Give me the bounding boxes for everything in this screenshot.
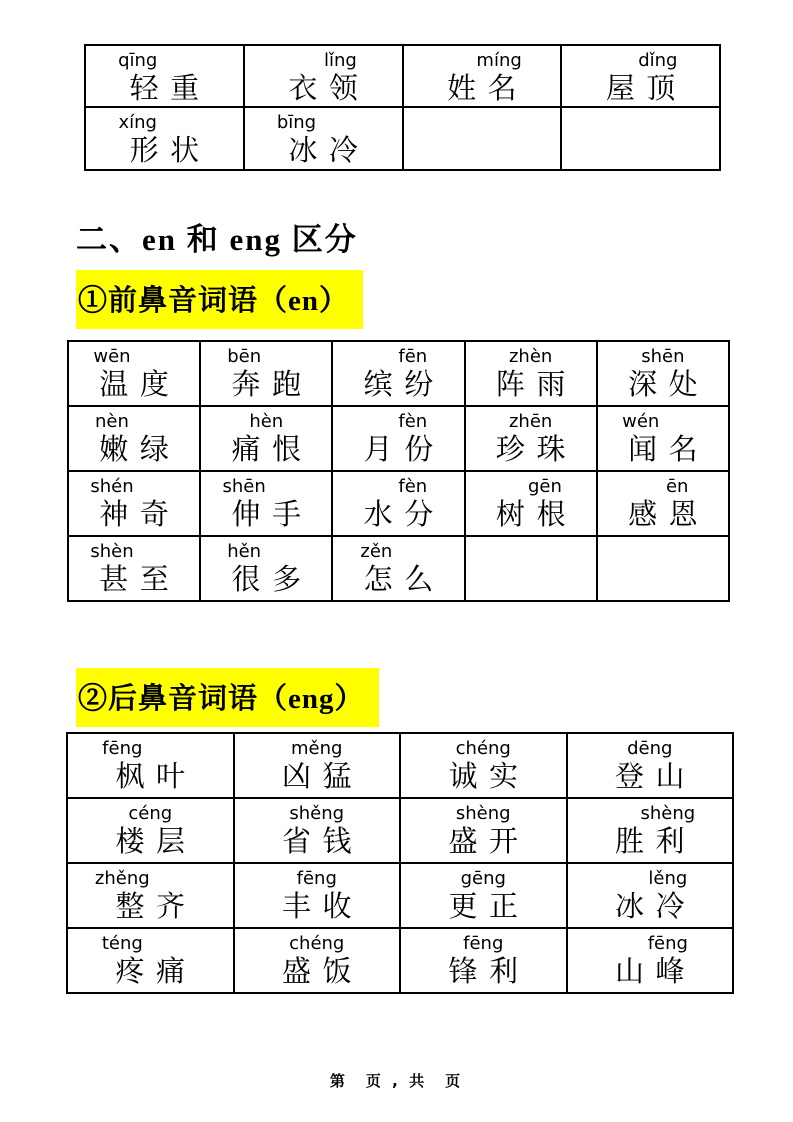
pinyin-label: zěn bbox=[360, 541, 393, 562]
word-text: 嫩绿 bbox=[99, 433, 181, 466]
subheading-eng-words: ②后鼻音词语（eng） bbox=[76, 668, 379, 727]
word-cell bbox=[200, 341, 332, 406]
word-cell bbox=[561, 45, 720, 107]
word-cell bbox=[68, 406, 200, 471]
word-cell bbox=[244, 45, 403, 107]
word-cell bbox=[332, 406, 464, 471]
word-cell bbox=[200, 406, 332, 471]
pinyin-label: téng bbox=[101, 933, 143, 954]
word-cell bbox=[68, 471, 200, 536]
word-cell bbox=[400, 863, 567, 928]
word-cell bbox=[85, 107, 244, 169]
word-cell bbox=[400, 733, 567, 798]
pinyin-label: bēn bbox=[227, 346, 262, 367]
word-cell bbox=[67, 798, 234, 863]
word-text: 楼层 bbox=[115, 825, 197, 858]
word-text: 树根 bbox=[495, 498, 578, 531]
pinyin-label: gēng bbox=[460, 868, 506, 889]
table-row bbox=[67, 928, 733, 993]
pinyin-label: fēng bbox=[463, 933, 504, 954]
word-cell bbox=[567, 798, 734, 863]
word-cell bbox=[67, 928, 234, 993]
word-cell bbox=[244, 107, 403, 169]
pinyin-label: fēng bbox=[647, 933, 688, 954]
pinyin-label: shěng bbox=[289, 803, 345, 824]
pinyin-label: shēn bbox=[641, 346, 685, 367]
word-text: 形状 bbox=[129, 135, 211, 168]
word-cell bbox=[465, 341, 597, 406]
word-cell bbox=[567, 733, 734, 798]
word-text: 丰收 bbox=[281, 890, 364, 923]
word-cell bbox=[597, 341, 729, 406]
word-cell bbox=[567, 928, 734, 993]
word-text: 省钱 bbox=[281, 825, 364, 858]
word-cell bbox=[200, 471, 332, 536]
pinyin-label: hèn bbox=[249, 411, 284, 432]
table-row bbox=[85, 45, 720, 107]
word-text: 凶猛 bbox=[281, 760, 364, 793]
word-cell bbox=[332, 341, 464, 406]
table-row bbox=[67, 863, 733, 928]
word-text: 月份 bbox=[363, 433, 445, 466]
word-text: 缤纷 bbox=[363, 368, 445, 401]
word-cell bbox=[561, 107, 720, 169]
pinyin-label: zhēn bbox=[508, 411, 553, 432]
word-text: 感恩 bbox=[628, 498, 710, 531]
word-text: 屋顶 bbox=[605, 72, 688, 105]
table-row bbox=[68, 406, 729, 471]
word-text: 诚实 bbox=[448, 760, 530, 793]
word-text: 温度 bbox=[99, 368, 181, 401]
table-row bbox=[68, 536, 729, 601]
word-text: 枫叶 bbox=[115, 760, 197, 793]
word-cell bbox=[597, 536, 729, 601]
word-cell bbox=[85, 45, 244, 107]
page-footer: 第 页 , 共 页 bbox=[329, 1072, 464, 1090]
word-text: 山峰 bbox=[614, 955, 697, 988]
pinyin-label: chéng bbox=[289, 933, 345, 954]
pinyin-label: shèng bbox=[455, 803, 511, 824]
word-cell bbox=[400, 928, 567, 993]
word-text: 水分 bbox=[363, 498, 445, 531]
word-cell bbox=[403, 107, 562, 169]
word-text: 奔跑 bbox=[231, 368, 313, 401]
word-text: 很多 bbox=[231, 563, 313, 596]
word-cell bbox=[68, 341, 200, 406]
word-cell bbox=[332, 536, 464, 601]
word-cell bbox=[234, 928, 401, 993]
word-text: 伸手 bbox=[231, 498, 313, 531]
word-cell bbox=[67, 733, 234, 798]
word-text: 衣领 bbox=[288, 72, 370, 105]
table-row bbox=[67, 798, 733, 863]
word-cell bbox=[200, 536, 332, 601]
word-cell bbox=[597, 406, 729, 471]
pinyin-label: zhèn bbox=[508, 346, 553, 367]
pinyin-label: ēn bbox=[665, 476, 689, 497]
word-cell bbox=[67, 863, 234, 928]
pinyin-table-eng bbox=[66, 732, 734, 994]
pinyin-label: shén bbox=[90, 476, 134, 497]
word-text: 怎么 bbox=[363, 563, 445, 596]
pinyin-label: xíng bbox=[118, 112, 157, 134]
word-text: 姓名 bbox=[447, 72, 529, 105]
pinyin-label: dǐng bbox=[638, 50, 678, 71]
word-cell bbox=[234, 798, 401, 863]
word-cell bbox=[68, 536, 200, 601]
word-text: 神奇 bbox=[99, 498, 181, 531]
word-text: 冰冷 bbox=[614, 890, 697, 923]
word-text: 轻重 bbox=[129, 72, 211, 105]
word-text: 胜利 bbox=[614, 825, 697, 858]
word-cell bbox=[332, 471, 464, 536]
pinyin-label: wén bbox=[622, 411, 660, 432]
word-text: 深处 bbox=[628, 368, 710, 401]
pinyin-table-ing bbox=[84, 44, 721, 171]
word-cell bbox=[465, 536, 597, 601]
word-text: 疼痛 bbox=[115, 955, 197, 988]
table-row bbox=[67, 733, 733, 798]
table-row bbox=[85, 107, 720, 169]
word-text: 更正 bbox=[448, 890, 530, 923]
word-cell bbox=[465, 471, 597, 536]
subheading-en-words: ①前鼻音词语（en） bbox=[76, 270, 363, 329]
word-text: 闻名 bbox=[628, 433, 710, 466]
pinyin-label: fēng bbox=[102, 738, 143, 759]
pinyin-label: shēn bbox=[222, 476, 266, 497]
pinyin-table-en bbox=[67, 340, 730, 602]
word-text: 阵雨 bbox=[495, 368, 578, 401]
pinyin-label: míng bbox=[476, 50, 522, 71]
word-cell bbox=[234, 863, 401, 928]
word-text: 冰冷 bbox=[288, 135, 370, 168]
pinyin-label: fèn bbox=[398, 411, 428, 432]
word-text: 登山 bbox=[614, 760, 697, 793]
pinyin-label: měng bbox=[291, 738, 343, 759]
table-row bbox=[68, 471, 729, 536]
pinyin-label: hěn bbox=[227, 541, 262, 562]
pinyin-label: céng bbox=[128, 803, 173, 824]
pinyin-label: shèn bbox=[90, 541, 134, 562]
word-cell bbox=[403, 45, 562, 107]
pinyin-label: dēng bbox=[627, 738, 673, 759]
pinyin-label: bīng bbox=[276, 112, 317, 134]
word-cell bbox=[597, 471, 729, 536]
pinyin-label: fēng bbox=[296, 868, 337, 889]
word-text: 锋利 bbox=[448, 955, 530, 988]
pinyin-label: zhěng bbox=[94, 868, 150, 889]
pinyin-label: fèn bbox=[398, 476, 428, 497]
word-cell bbox=[465, 406, 597, 471]
section-heading: 二、en 和 eng 区分 bbox=[76, 222, 358, 257]
word-cell bbox=[567, 863, 734, 928]
word-cell bbox=[400, 798, 567, 863]
pinyin-label: qīng bbox=[118, 50, 158, 71]
table-row bbox=[68, 341, 729, 406]
pinyin-label: chéng bbox=[455, 738, 511, 759]
word-text: 盛开 bbox=[448, 825, 530, 858]
pinyin-label: shèng bbox=[640, 803, 696, 824]
pinyin-label: lěng bbox=[648, 868, 688, 889]
word-text: 盛饭 bbox=[281, 955, 364, 988]
word-text: 甚至 bbox=[99, 563, 181, 596]
word-text: 珍珠 bbox=[495, 433, 578, 466]
word-text: 整齐 bbox=[115, 890, 197, 923]
word-cell bbox=[234, 733, 401, 798]
word-text: 痛恨 bbox=[231, 433, 313, 466]
pinyin-label: wēn bbox=[93, 346, 131, 367]
pinyin-label: gēn bbox=[528, 476, 562, 497]
pinyin-label: nèn bbox=[95, 411, 129, 432]
pinyin-label: fēn bbox=[398, 346, 428, 367]
pinyin-label: lǐng bbox=[323, 50, 357, 71]
